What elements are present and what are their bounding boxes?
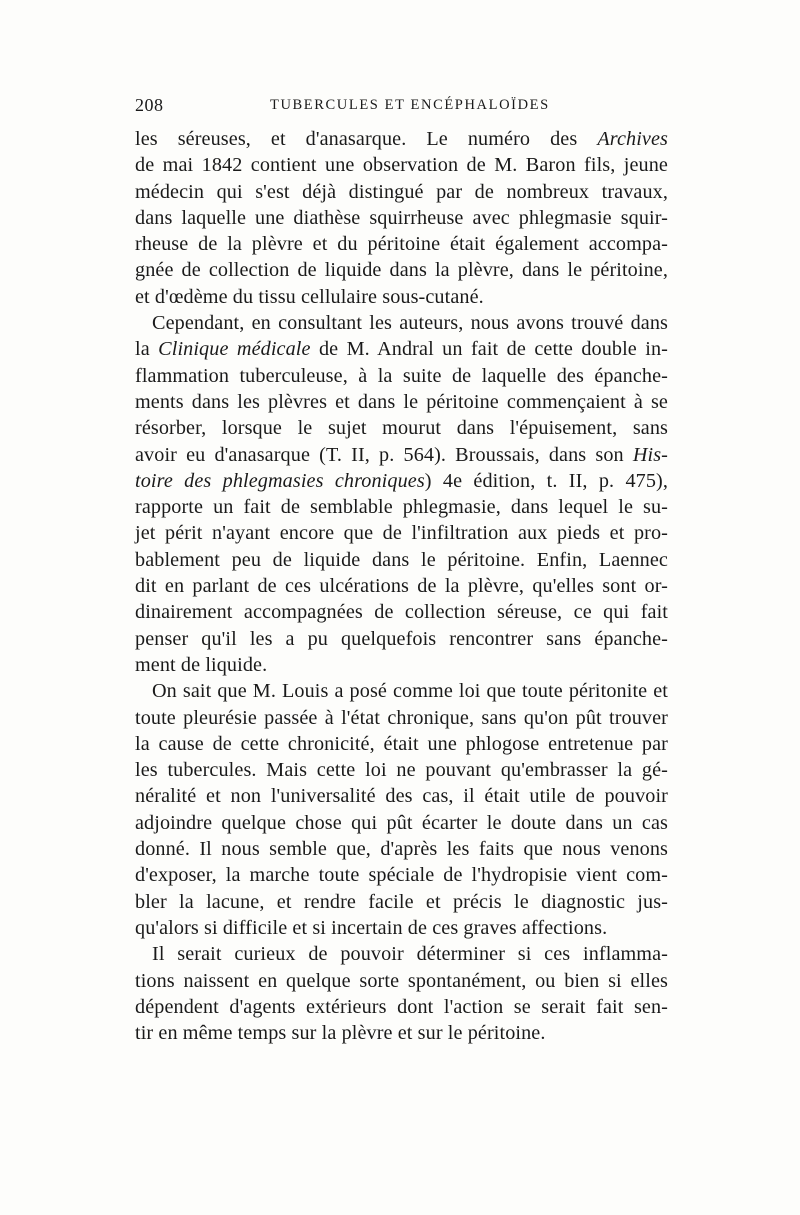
text-line: flammation tuberculeuse, à la suite de laquelle des épanche- <box>135 364 668 387</box>
text-line: et d'œdème du tissu cellulaire sous-cutané. <box>135 285 484 308</box>
text-line: qu'alors si difficile et si incertain de ces graves affections. <box>135 916 608 939</box>
text-line: rapporte un fait de semblable phlegmasie, dans lequel le su- <box>135 496 668 519</box>
text-line: médecin qui s'est déjà distingué par de nombreux travaux, <box>135 180 668 203</box>
text-line: d'exposer, la marche toute spéciale de l'hydropisie vient com- <box>135 864 668 887</box>
text-line <box>135 442 668 468</box>
text-line <box>135 336 668 362</box>
paragraph-2 <box>135 310 668 678</box>
text-line: Il serait curieux de pouvoir déterminer si ces inflamma- <box>152 943 668 966</box>
paragraph-4 <box>135 941 668 1046</box>
text-line: donné. Il nous semble que, d'après les faits que nous venons <box>135 838 668 861</box>
text-line: ments dans les plèvres et dans le péritoine commençaient à se <box>135 390 668 413</box>
running-title: TUBERCULES ET ENCÉPHALOÏDES <box>270 97 550 113</box>
text-span: les séreuses, et d'anasarque. Le numéro des <box>135 128 598 150</box>
italic-title: His- <box>632 443 668 466</box>
page-number: 208 <box>135 95 164 115</box>
text-line: dit en parlant de ces ulcérations de la plèvre, qu'elles sont or- <box>135 575 668 598</box>
text-span: de M. Andral un fait de cette double in- <box>310 338 668 361</box>
text-line: dinairement accompagnées de collection séreuse, ce qui fait <box>135 601 668 624</box>
italic-title: toire des phlegmasies chroniques <box>135 469 425 492</box>
text-line: résorber, lorsque le sujet mourut dans l'épuisement, sans <box>135 417 668 440</box>
text-line: néralité et non l'universalité des cas, il était utile de pouvoir <box>135 785 668 808</box>
body-text <box>135 126 668 1046</box>
text-span: la <box>135 338 159 361</box>
text-line: rheuse de la plèvre et du péritoine était également accompa- <box>135 233 668 256</box>
text-line: penser qu'il les a pu quelquefois rencontrer sans épanche- <box>135 627 668 650</box>
text-line <box>135 126 668 152</box>
text-line: ment de liquide. <box>135 653 268 676</box>
text-line: Cependant, en consultant les auteurs, nous avons trouvé dans <box>152 312 668 335</box>
text-line: jet périt n'ayant encore que de l'infiltration aux pieds et pro- <box>135 522 668 545</box>
text-line: dépendent d'agents extérieurs dont l'action se serait fait sen- <box>135 995 668 1018</box>
text-line: les tubercules. Mais cette loi ne pouvant qu'embrasser la gé- <box>135 759 668 782</box>
text-line: dans laquelle une diathèse squirrheuse avec phlegmasie squir- <box>135 206 668 229</box>
text-line <box>135 468 668 494</box>
paragraph-1 <box>135 126 668 310</box>
text-line: la cause de cette chronicité, était une phlogose entretenue par <box>135 732 668 755</box>
text-line: bablement peu de liquide dans le péritoine. Enfin, Laennec <box>135 548 668 571</box>
text-line: tir en même temps sur la plèvre et sur le péritoine. <box>135 1022 546 1045</box>
text-line: tions naissent en quelque sorte spontanément, ou bien si elles <box>135 969 668 992</box>
text-line: bler la lacune, et rendre facile et précis le diagnostic jus- <box>135 890 668 913</box>
text-line: adjoindre quelque chose qui pût écarter le doute dans un cas <box>135 811 668 834</box>
text-line: gnée de collection de liquide dans la plèvre, dans le péritoine, <box>135 259 668 282</box>
italic-title: Archives <box>597 128 668 150</box>
text-line: de mai 1842 contient une observation de M. Baron fils, jeune <box>135 154 668 177</box>
text-span: ) 4e édition, t. II, p. 475), <box>424 469 668 492</box>
text-line: toute pleurésie passée à l'état chronique, sans qu'on pût trouver <box>135 706 668 729</box>
text-line: On sait que M. Louis a posé comme loi que toute péritonite et <box>152 680 668 703</box>
paragraph-3 <box>135 678 668 941</box>
italic-title: Clinique médicale <box>158 338 311 361</box>
running-head <box>135 95 668 119</box>
text-span: avoir eu d'anasarque (T. II, p. 564). Broussais, dans son <box>135 443 633 466</box>
